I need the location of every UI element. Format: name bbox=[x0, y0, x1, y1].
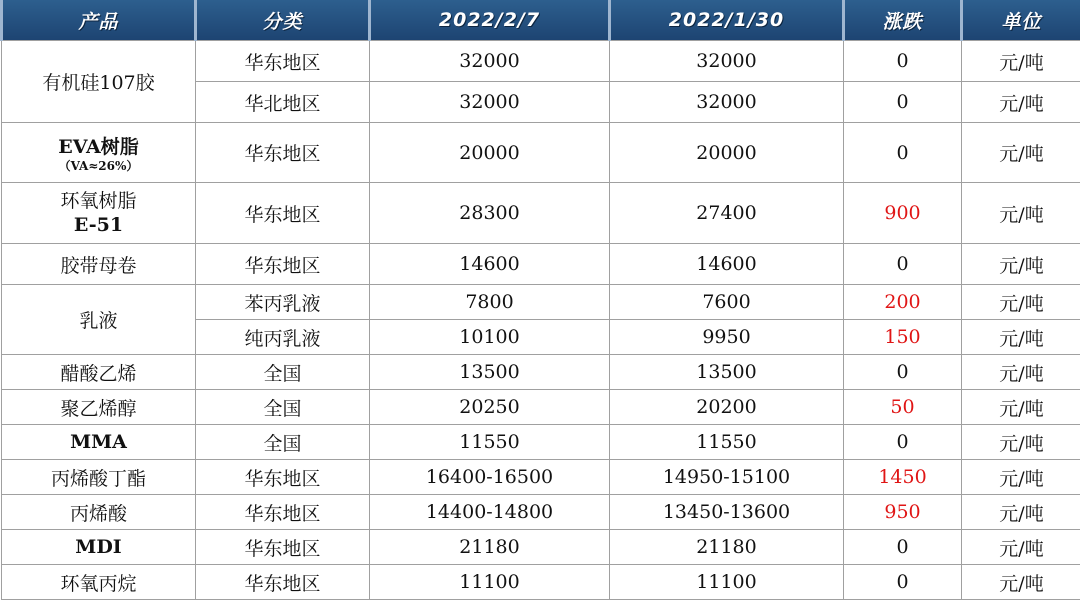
previous-price-cell: 14600 bbox=[610, 244, 844, 285]
product-cell: MDI bbox=[2, 530, 196, 565]
table-row bbox=[2, 530, 1080, 565]
unit-cell: 元/吨 bbox=[962, 244, 1080, 285]
unit-cell: 元/吨 bbox=[962, 495, 1080, 530]
current-price-cell: 14400-14800 bbox=[370, 495, 610, 530]
change-cell: 900 bbox=[844, 183, 962, 244]
unit-cell: 元/吨 bbox=[962, 390, 1080, 425]
previous-price-cell: 20200 bbox=[610, 390, 844, 425]
table-row bbox=[2, 355, 1080, 390]
header-unit: 单位 bbox=[962, 0, 1080, 41]
unit-cell: 元/吨 bbox=[962, 565, 1080, 600]
previous-price-cell: 32000 bbox=[610, 82, 844, 123]
current-price-cell: 7800 bbox=[370, 285, 610, 320]
previous-price-cell: 11100 bbox=[610, 565, 844, 600]
table-row bbox=[2, 244, 1080, 285]
table-row bbox=[2, 183, 1080, 244]
header-row bbox=[2, 0, 1080, 41]
table-row bbox=[2, 495, 1080, 530]
product-cell: 环氧丙烷 bbox=[2, 565, 196, 600]
current-price-cell: 32000 bbox=[370, 41, 610, 82]
previous-price-cell: 9950 bbox=[610, 320, 844, 355]
product-cell: 胶带母卷 bbox=[2, 244, 196, 285]
product-cell: MMA bbox=[2, 425, 196, 460]
region-cell: 华东地区 bbox=[196, 123, 370, 183]
unit-cell: 元/吨 bbox=[962, 285, 1080, 320]
previous-price-cell: 13500 bbox=[610, 355, 844, 390]
current-price-cell: 21180 bbox=[370, 530, 610, 565]
previous-price-cell: 21180 bbox=[610, 530, 844, 565]
change-cell: 0 bbox=[844, 82, 962, 123]
product-spec: E-51 bbox=[73, 214, 124, 236]
change-cell: 1450 bbox=[844, 460, 962, 495]
current-price-cell: 28300 bbox=[370, 183, 610, 244]
unit-cell: 元/吨 bbox=[962, 355, 1080, 390]
change-cell: 0 bbox=[844, 244, 962, 285]
product-name: EVA树脂 bbox=[58, 136, 139, 158]
table-row bbox=[2, 565, 1080, 600]
previous-price-cell: 7600 bbox=[610, 285, 844, 320]
change-cell: 0 bbox=[844, 355, 962, 390]
table-row bbox=[2, 41, 1080, 82]
current-price-cell: 32000 bbox=[370, 82, 610, 123]
change-cell: 0 bbox=[844, 41, 962, 82]
region-cell: 华东地区 bbox=[196, 244, 370, 285]
unit-cell: 元/吨 bbox=[962, 425, 1080, 460]
region-cell: 华北地区 bbox=[196, 82, 370, 123]
change-cell: 200 bbox=[844, 285, 962, 320]
change-cell: 150 bbox=[844, 320, 962, 355]
header-date-current: 2022/2/7 bbox=[370, 0, 610, 41]
current-price-cell: 10100 bbox=[370, 320, 610, 355]
region-cell: 华东地区 bbox=[196, 530, 370, 565]
change-cell: 0 bbox=[844, 425, 962, 460]
current-price-cell: 11100 bbox=[370, 565, 610, 600]
product-cell: 醋酸乙烯 bbox=[2, 355, 196, 390]
product-cell: 丙烯酸 bbox=[2, 495, 196, 530]
table-row bbox=[2, 460, 1080, 495]
header-category: 分类 bbox=[196, 0, 370, 41]
region-cell: 纯丙乳液 bbox=[196, 320, 370, 355]
product-cell: 聚乙烯醇 bbox=[2, 390, 196, 425]
region-cell: 全国 bbox=[196, 425, 370, 460]
change-cell: 0 bbox=[844, 530, 962, 565]
current-price-cell: 14600 bbox=[370, 244, 610, 285]
region-cell: 华东地区 bbox=[196, 565, 370, 600]
change-cell: 950 bbox=[844, 495, 962, 530]
header-change: 涨跌 bbox=[844, 0, 962, 41]
header-date-previous: 2022/1/30 bbox=[610, 0, 844, 41]
unit-cell: 元/吨 bbox=[962, 320, 1080, 355]
product-cell bbox=[2, 123, 196, 183]
table-row bbox=[2, 425, 1080, 460]
table-row bbox=[2, 390, 1080, 425]
previous-price-cell: 20000 bbox=[610, 123, 844, 183]
unit-cell: 元/吨 bbox=[962, 183, 1080, 244]
previous-price-cell: 13450-13600 bbox=[610, 495, 844, 530]
current-price-cell: 13500 bbox=[370, 355, 610, 390]
change-cell: 0 bbox=[844, 123, 962, 183]
unit-cell: 元/吨 bbox=[962, 82, 1080, 123]
product-cell: 乳液 bbox=[2, 285, 196, 355]
table-row bbox=[2, 123, 1080, 183]
unit-cell: 元/吨 bbox=[962, 41, 1080, 82]
product-spec: （VA≈26%） bbox=[58, 159, 139, 173]
change-cell: 0 bbox=[844, 565, 962, 600]
region-cell: 华东地区 bbox=[196, 495, 370, 530]
previous-price-cell: 27400 bbox=[610, 183, 844, 244]
region-cell: 苯丙乳液 bbox=[196, 285, 370, 320]
region-cell: 全国 bbox=[196, 390, 370, 425]
region-cell: 华东地区 bbox=[196, 460, 370, 495]
previous-price-cell: 32000 bbox=[610, 41, 844, 82]
product-cell: 丙烯酸丁酯 bbox=[2, 460, 196, 495]
previous-price-cell: 11550 bbox=[610, 425, 844, 460]
region-cell: 华东地区 bbox=[196, 41, 370, 82]
product-cell: 有机硅107胶 bbox=[2, 41, 196, 123]
region-cell: 全国 bbox=[196, 355, 370, 390]
header-product: 产品 bbox=[2, 0, 196, 41]
table-row bbox=[2, 285, 1080, 320]
region-cell: 华东地区 bbox=[196, 183, 370, 244]
product-name: 环氧树脂 bbox=[60, 190, 137, 212]
current-price-cell: 20000 bbox=[370, 123, 610, 183]
previous-price-cell: 14950-15100 bbox=[610, 460, 844, 495]
current-price-cell: 11550 bbox=[370, 425, 610, 460]
change-cell: 50 bbox=[844, 390, 962, 425]
unit-cell: 元/吨 bbox=[962, 123, 1080, 183]
unit-cell: 元/吨 bbox=[962, 530, 1080, 565]
current-price-cell: 16400-16500 bbox=[370, 460, 610, 495]
unit-cell: 元/吨 bbox=[962, 460, 1080, 495]
current-price-cell: 20250 bbox=[370, 390, 610, 425]
product-cell bbox=[2, 183, 196, 244]
